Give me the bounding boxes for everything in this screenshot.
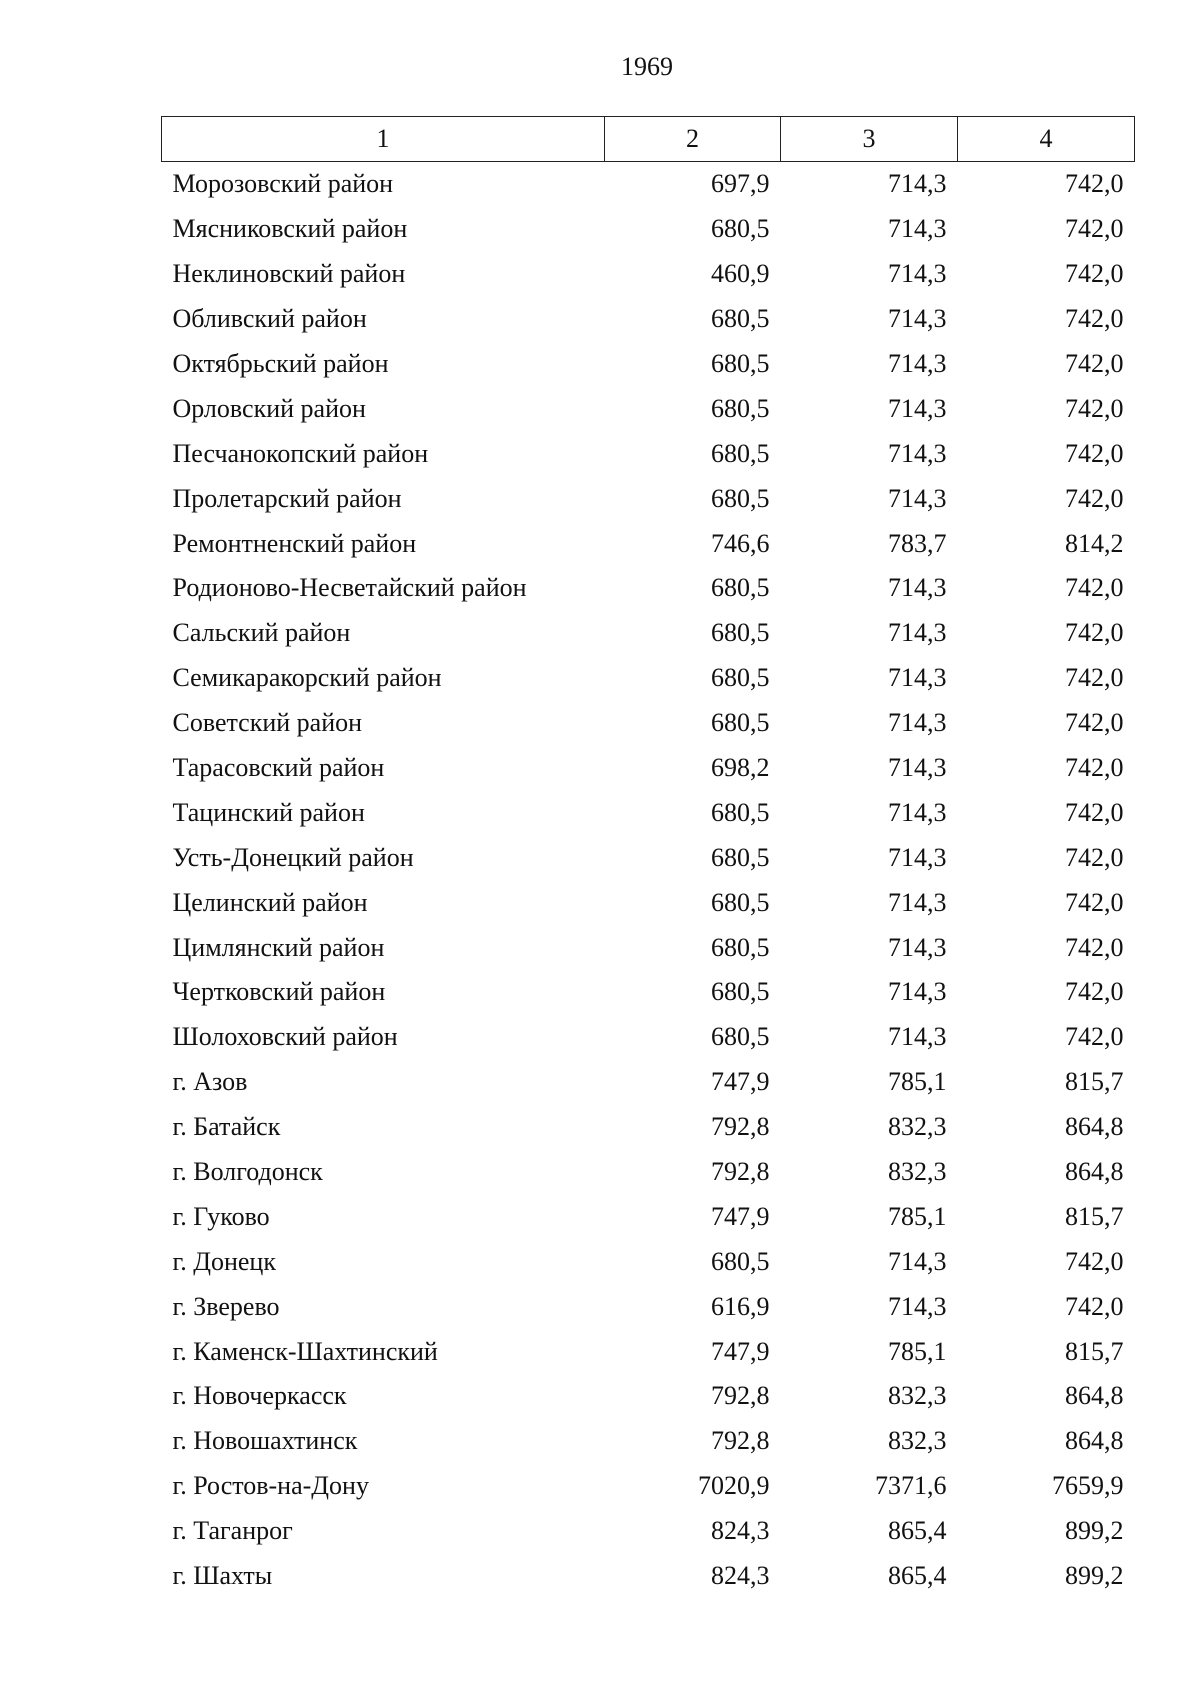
territory-name-cell: г. Батайск <box>172 1112 281 1142</box>
value-cell-col-3: 714,3 <box>888 573 947 603</box>
value-cell-col-3: 714,3 <box>888 1022 947 1052</box>
value-cell-col-2: 792,8 <box>711 1381 770 1411</box>
value-cell-col-2: 680,5 <box>711 304 770 334</box>
value-cell-col-4: 864,8 <box>1065 1381 1124 1411</box>
table-row <box>162 656 1135 701</box>
value-cell-col-2: 680,5 <box>711 708 770 738</box>
value-cell-col-2: 698,2 <box>711 753 770 783</box>
value-cell-col-3: 714,3 <box>888 977 947 1007</box>
value-cell-col-2: 460,9 <box>711 259 770 289</box>
territory-name-cell: Родионово-Несветайский район <box>172 573 527 603</box>
territory-name-cell: Неклиновский район <box>172 259 406 289</box>
table-row <box>162 1554 1135 1599</box>
territory-name-cell: г. Новочеркасск <box>172 1381 347 1411</box>
value-cell-col-2: 792,8 <box>711 1157 770 1187</box>
value-cell-col-2: 697,9 <box>711 169 770 199</box>
data-table <box>161 116 1135 1599</box>
value-cell-col-2: 747,9 <box>711 1201 770 1231</box>
value-cell-col-3: 714,3 <box>888 842 947 872</box>
territory-name-cell: Песчанокопский район <box>172 438 429 468</box>
value-cell-col-2: 792,8 <box>711 1426 770 1456</box>
table-header <box>162 117 1135 162</box>
territory-name-cell: Мясниковский район <box>172 214 408 244</box>
value-cell-col-2: 680,5 <box>711 393 770 423</box>
territory-name-cell: Цимлянский район <box>172 932 385 962</box>
table-row <box>162 790 1135 835</box>
value-cell-col-2: 680,5 <box>711 573 770 603</box>
value-cell-col-4: 742,0 <box>1065 169 1124 199</box>
territory-name-cell: Чертковский район <box>172 977 386 1007</box>
territory-name-cell: Советский район <box>172 708 363 738</box>
value-cell-col-4: 742,0 <box>1065 842 1124 872</box>
value-cell-col-3: 714,3 <box>888 618 947 648</box>
territory-name-cell: г. Новошахтинск <box>172 1426 358 1456</box>
value-cell-col-4: 742,0 <box>1065 259 1124 289</box>
value-cell-col-3: 785,1 <box>888 1067 947 1097</box>
territory-name-cell: г. Шахты <box>172 1561 273 1591</box>
territory-name-cell: Семикаракорский район <box>172 663 442 693</box>
value-cell-col-4: 864,8 <box>1065 1112 1124 1142</box>
value-cell-col-2: 680,5 <box>711 214 770 244</box>
table-row <box>162 1509 1135 1554</box>
value-cell-col-2: 680,5 <box>711 887 770 917</box>
value-cell-col-4: 742,0 <box>1065 349 1124 378</box>
value-cell-col-3: 832,3 <box>888 1381 947 1411</box>
table-row <box>162 1150 1135 1195</box>
territory-name-cell: г. Каменск-Шахтинский <box>172 1336 438 1366</box>
header-row <box>162 117 1135 162</box>
value-cell-col-2: 680,5 <box>711 1022 770 1052</box>
value-cell-col-2: 680,5 <box>711 663 770 693</box>
value-cell-col-3: 832,3 <box>888 1112 947 1142</box>
table-row <box>162 431 1135 476</box>
value-cell-col-4: 742,0 <box>1065 483 1124 513</box>
value-cell-col-2: 616,9 <box>711 1291 770 1321</box>
column-header-3: 3 <box>781 117 958 162</box>
value-cell-col-3: 714,3 <box>888 887 947 917</box>
table-row <box>162 1284 1135 1329</box>
table-row <box>162 476 1135 521</box>
value-cell-col-4: 864,8 <box>1065 1426 1124 1456</box>
territory-name-cell: Шолоховский район <box>172 1022 398 1052</box>
territory-name-cell: Сальский район <box>172 618 351 648</box>
territory-name-cell: Ремонтненский район <box>172 528 417 558</box>
territory-name-cell: г. Гуково <box>172 1201 270 1231</box>
table-row <box>162 1015 1135 1060</box>
territory-name-cell: Октябрьский район <box>172 349 389 378</box>
territory-name-cell: Усть-Донецкий район <box>172 842 414 872</box>
territory-name-cell: Орловский район <box>172 393 366 423</box>
value-cell-col-3: 865,4 <box>888 1516 947 1546</box>
value-cell-col-3: 865,4 <box>888 1561 947 1591</box>
territory-name-cell: Пролетарский район <box>172 483 402 513</box>
table-row <box>162 386 1135 431</box>
value-cell-col-3: 714,3 <box>888 663 947 693</box>
table-row <box>162 297 1135 342</box>
value-cell-col-2: 747,9 <box>711 1336 770 1366</box>
table-row <box>162 880 1135 925</box>
value-cell-col-2: 746,6 <box>711 528 770 558</box>
territory-name-cell: г. Таганрог <box>172 1516 293 1546</box>
value-cell-col-3: 714,3 <box>888 708 947 738</box>
value-cell-col-4: 742,0 <box>1065 977 1124 1007</box>
value-cell-col-2: 792,8 <box>711 1112 770 1142</box>
value-cell-col-3: 832,3 <box>888 1426 947 1456</box>
value-cell-col-4: 742,0 <box>1065 887 1124 917</box>
value-cell-col-2: 747,9 <box>711 1067 770 1097</box>
value-cell-col-3: 714,3 <box>888 349 947 378</box>
table-row <box>162 970 1135 1015</box>
value-cell-col-2: 680,5 <box>711 618 770 648</box>
table-row <box>162 835 1135 880</box>
value-cell-col-4: 899,2 <box>1065 1561 1124 1591</box>
value-cell-col-3: 714,3 <box>888 214 947 244</box>
value-cell-col-4: 742,0 <box>1065 304 1124 334</box>
table-row <box>162 1419 1135 1464</box>
table-row <box>162 252 1135 297</box>
value-cell-col-4: 742,0 <box>1065 797 1124 827</box>
value-cell-col-3: 785,1 <box>888 1336 947 1366</box>
value-cell-col-4: 742,0 <box>1065 932 1124 962</box>
value-cell-col-3: 832,3 <box>888 1157 947 1187</box>
table-row <box>162 207 1135 252</box>
value-cell-col-2: 680,5 <box>711 483 770 513</box>
value-cell-col-4: 815,7 <box>1065 1336 1124 1366</box>
column-header-1: 1 <box>162 117 605 162</box>
territory-name-cell: г. Донецк <box>172 1246 276 1276</box>
value-cell-col-2: 680,5 <box>711 977 770 1007</box>
value-cell-col-4: 899,2 <box>1065 1516 1124 1546</box>
table-row <box>162 566 1135 611</box>
value-cell-col-3: 783,7 <box>888 528 947 558</box>
table-row <box>162 1329 1135 1374</box>
value-cell-col-3: 7371,6 <box>875 1471 947 1501</box>
column-header-2: 2 <box>605 117 781 162</box>
value-cell-col-3: 714,3 <box>888 438 947 468</box>
table-row <box>162 925 1135 970</box>
table-row <box>162 342 1135 387</box>
territory-name-cell: Тарасовский район <box>172 753 385 783</box>
value-cell-col-4: 814,2 <box>1065 528 1124 558</box>
territory-name-cell: г. Волгодонск <box>172 1157 323 1187</box>
value-cell-col-4: 7659,9 <box>1052 1471 1124 1501</box>
table-row <box>162 521 1135 566</box>
value-cell-col-4: 742,0 <box>1065 573 1124 603</box>
value-cell-col-2: 7020,9 <box>698 1471 770 1501</box>
value-cell-col-4: 815,7 <box>1065 1201 1124 1231</box>
table-row <box>162 701 1135 746</box>
value-cell-col-3: 714,3 <box>888 1291 947 1321</box>
table-row <box>162 1374 1135 1419</box>
value-cell-col-3: 785,1 <box>888 1201 947 1231</box>
value-cell-col-2: 680,5 <box>711 438 770 468</box>
value-cell-col-4: 864,8 <box>1065 1157 1124 1187</box>
value-cell-col-4: 742,0 <box>1065 753 1124 783</box>
territory-name-cell: Целинский район <box>172 887 368 917</box>
page-number: 1969 <box>621 52 673 81</box>
value-cell-col-4: 815,7 <box>1065 1067 1124 1097</box>
value-cell-col-2: 824,3 <box>711 1516 770 1546</box>
value-cell-col-4: 742,0 <box>1065 708 1124 738</box>
territory-name-cell: Тацинский район <box>172 797 365 827</box>
value-cell-col-2: 680,5 <box>711 349 770 378</box>
table-row <box>162 1060 1135 1105</box>
territory-name-cell: Обливский район <box>172 304 367 334</box>
value-cell-col-3: 714,3 <box>888 1246 947 1276</box>
value-cell-col-4: 742,0 <box>1065 1291 1124 1321</box>
value-cell-col-4: 742,0 <box>1065 393 1124 423</box>
table-row <box>162 746 1135 791</box>
value-cell-col-2: 680,5 <box>711 797 770 827</box>
value-cell-col-3: 714,3 <box>888 393 947 423</box>
territory-name-cell: Морозовский район <box>172 169 394 199</box>
value-cell-col-2: 824,3 <box>711 1561 770 1591</box>
value-cell-col-3: 714,3 <box>888 797 947 827</box>
value-cell-col-3: 714,3 <box>888 483 947 513</box>
value-cell-col-4: 742,0 <box>1065 1246 1124 1276</box>
territory-name-cell: г. Зверево <box>172 1291 280 1321</box>
table-row <box>162 611 1135 656</box>
value-cell-col-3: 714,3 <box>888 932 947 962</box>
table-body <box>162 162 1135 1599</box>
table-row <box>162 1194 1135 1239</box>
territory-name-cell: г. Ростов-на-Дону <box>172 1471 369 1501</box>
table-row <box>162 1464 1135 1509</box>
value-cell-col-4: 742,0 <box>1065 663 1124 693</box>
value-cell-col-3: 714,3 <box>888 753 947 783</box>
value-cell-col-2: 680,5 <box>711 842 770 872</box>
value-cell-col-3: 714,3 <box>888 304 947 334</box>
table-row <box>162 1105 1135 1150</box>
value-cell-col-3: 714,3 <box>888 169 947 199</box>
value-cell-col-2: 680,5 <box>711 932 770 962</box>
value-cell-col-3: 714,3 <box>888 259 947 289</box>
value-cell-col-2: 680,5 <box>711 1246 770 1276</box>
table-row <box>162 1239 1135 1284</box>
territory-name-cell: г. Азов <box>172 1067 248 1097</box>
column-header-4: 4 <box>958 117 1135 162</box>
value-cell-col-4: 742,0 <box>1065 1022 1124 1052</box>
value-cell-col-4: 742,0 <box>1065 214 1124 244</box>
table-row <box>162 162 1135 207</box>
value-cell-col-4: 742,0 <box>1065 438 1124 468</box>
value-cell-col-4: 742,0 <box>1065 618 1124 648</box>
